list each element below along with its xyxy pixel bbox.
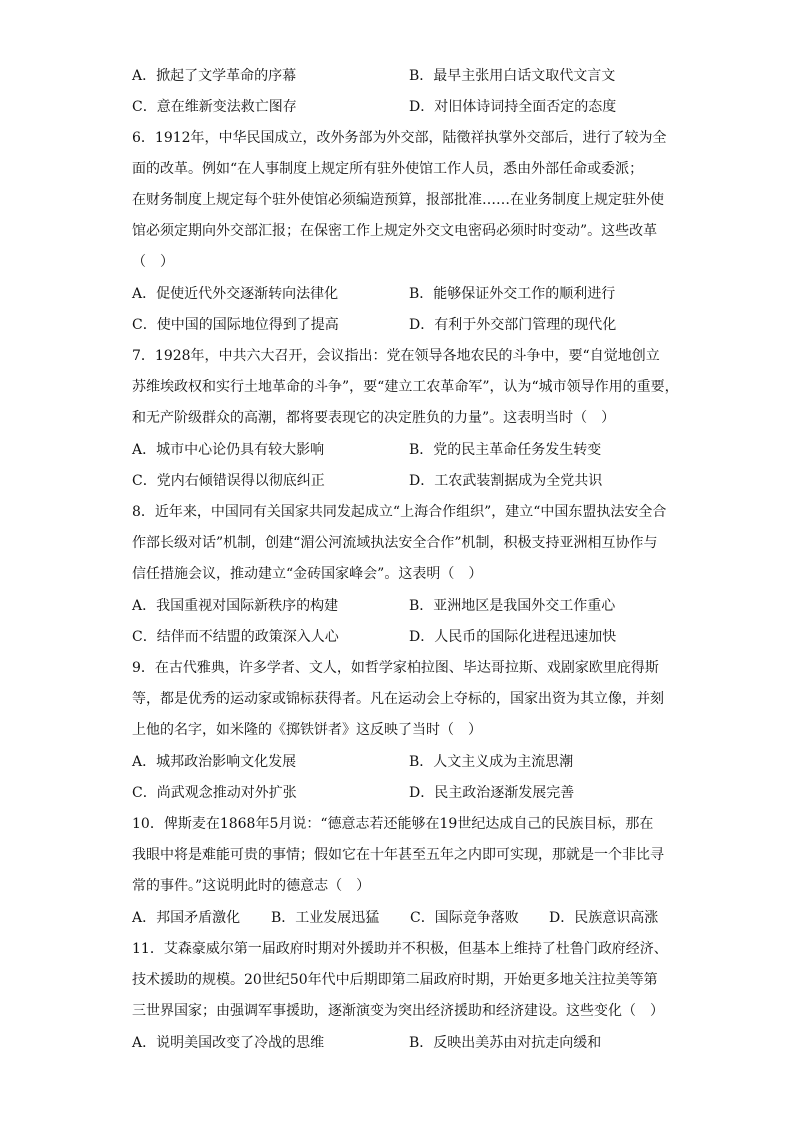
q8-option-a[interactable]: A．我国重视对国际新秩序的构建 — [132, 598, 339, 614]
q10-option-c[interactable]: C．国际竞争落败 — [410, 910, 519, 926]
q5-option-c[interactable]: C．意在维新变法救亡图存 — [132, 99, 297, 115]
q6-stem-line-2: 面的改革。例如“在人事制度上规定所有驻外使馆工作人员，悉由外部任命或委派； — [132, 161, 644, 177]
q6-option-a[interactable]: A．促使近代外交逐渐转向法律化 — [132, 286, 339, 302]
q9-stem-line-3: 上他的名字，如米隆的《掷铁饼者》这反映了当时（ ） — [132, 722, 482, 738]
q6-answer-blank: （ ） — [132, 254, 174, 270]
q7-option-d[interactable]: D．工农武装割据成为全党共识 — [409, 473, 603, 489]
q7-stem-line-1: 7．1928年，中共六大召开，会议指出：党在领导各地农民的斗争中，要“自觉地创立 — [132, 348, 660, 364]
q6-stem-line-4: 馆必须定期向外交部汇报；在保密工作上规定外交文电密码必须时时变动”。这些改革 — [132, 223, 658, 239]
q8-option-c[interactable]: C．结伴而不结盟的政策深入人心 — [132, 629, 339, 645]
q9-option-c[interactable]: C．尚武观念推动对外扩张 — [132, 785, 297, 801]
q8-option-b[interactable]: B．亚洲地区是我国外交工作重心 — [409, 598, 616, 614]
q6-option-d[interactable]: D．有利于外交部门管理的现代化 — [409, 317, 617, 333]
q10-stem-line-3: 常的事件。”这说明此时的德意志（ ） — [132, 878, 371, 894]
q5-option-b[interactable]: B．最早主张用白话文取代文言文 — [409, 68, 616, 84]
q11-option-a[interactable]: A．说明美国改变了冷战的思维 — [132, 1035, 325, 1051]
q9-option-d[interactable]: D．民主政治逐渐发展完善 — [409, 785, 575, 801]
q8-stem-line-2: 作部长级对话”机制，创建“湄公河流域执法安全合作”机制，积极支持亚洲相互协作与 — [132, 535, 658, 551]
q6-option-b[interactable]: B．能够保证外交工作的顺利进行 — [409, 286, 616, 302]
q10-stem-line-1: 10．俾斯麦在1868年5月说：“德意志若还能够在19世纪达成自己的民族目标，那在 — [132, 816, 654, 832]
q11-stem-line-2: 技术援助的规模。20世纪50年代中后期即第二届政府时期，开始更多地关注拉美等第 — [132, 972, 658, 988]
q7-stem-line-3: 和无产阶级群众的高潮，都将要表现它的决定胜负的力量”。这表明当时（ ） — [132, 410, 616, 426]
q8-stem-line-3: 信任措施会议，推动建立“金砖国家峰会”。这表明（ ） — [132, 566, 483, 582]
q9-stem-line-2: 等，都是优秀的运动家或锦标获得者。凡在运动会上夺标的，国家出资为其立像，并刻 — [132, 691, 664, 707]
q6-stem-line-3: 在财务制度上规定每个驻外使馆必须编造预算，报部批准……在业务制度上规定驻外使 — [132, 192, 664, 208]
q5-option-a[interactable]: A．掀起了文学革命的序幕 — [132, 68, 297, 84]
q10-option-d[interactable]: D．民族意识高涨 — [549, 910, 659, 926]
q8-stem-line-1: 8．近年来，中国同有关国家共同发起成立“上海合作组织”，建立“中国东盟执法安全合 — [132, 504, 667, 520]
q9-stem-line-1: 9．在古代雅典，许多学者、文人，如哲学家柏拉图、毕达哥拉斯、戏剧家欧里庇得斯 — [132, 660, 659, 676]
q6-option-c[interactable]: C．使中国的国际地位得到了提高 — [132, 317, 339, 333]
q10-option-a[interactable]: A．邦国矛盾激化 — [132, 910, 241, 926]
q11-stem-line-3: 三世界国家；由强调军事援助，逐渐演变为突出经济援助和经济建设。这些变化（ ） — [132, 1003, 664, 1019]
q9-option-a[interactable]: A．城邦政治影响文化发展 — [132, 754, 297, 770]
q7-stem-line-2: 苏维埃政权和实行土地革命的斗争”，要“建立工农革命军”，认为“城市领导作用的重要， — [132, 379, 679, 395]
q8-option-d[interactable]: D．人民币的国际化进程迅速加快 — [409, 629, 617, 645]
q7-option-a[interactable]: A．城市中心论仍具有较大影响 — [132, 442, 325, 458]
q5-option-d[interactable]: D．对旧体诗词持全面否定的态度 — [409, 99, 617, 115]
q11-stem-line-1: 11．艾森豪威尔第一届政府时期对外援助并不积极，但基本上维持了杜鲁门政府经济、 — [132, 941, 668, 957]
q9-option-b[interactable]: B．人文主义成为主流思潮 — [409, 754, 574, 770]
q11-option-b[interactable]: B．反映出美苏由对抗走向缓和 — [409, 1035, 602, 1051]
q7-option-c[interactable]: C．党内右倾错误得以彻底纠正 — [132, 473, 325, 489]
q6-stem-line-1: 6．1912年，中华民国成立，改外务部为外交部，陆徵祥执掌外交部后，进行了较为全 — [132, 130, 667, 146]
q10-stem-line-2: 我眼中将是难能可贵的事情；假如它在十年甚至五年之内即可实现，那就是一个非比寻 — [132, 847, 664, 863]
q10-option-b[interactable]: B．工业发展迅猛 — [271, 910, 380, 926]
q7-option-b[interactable]: B．党的民主革命任务发生转变 — [409, 442, 602, 458]
